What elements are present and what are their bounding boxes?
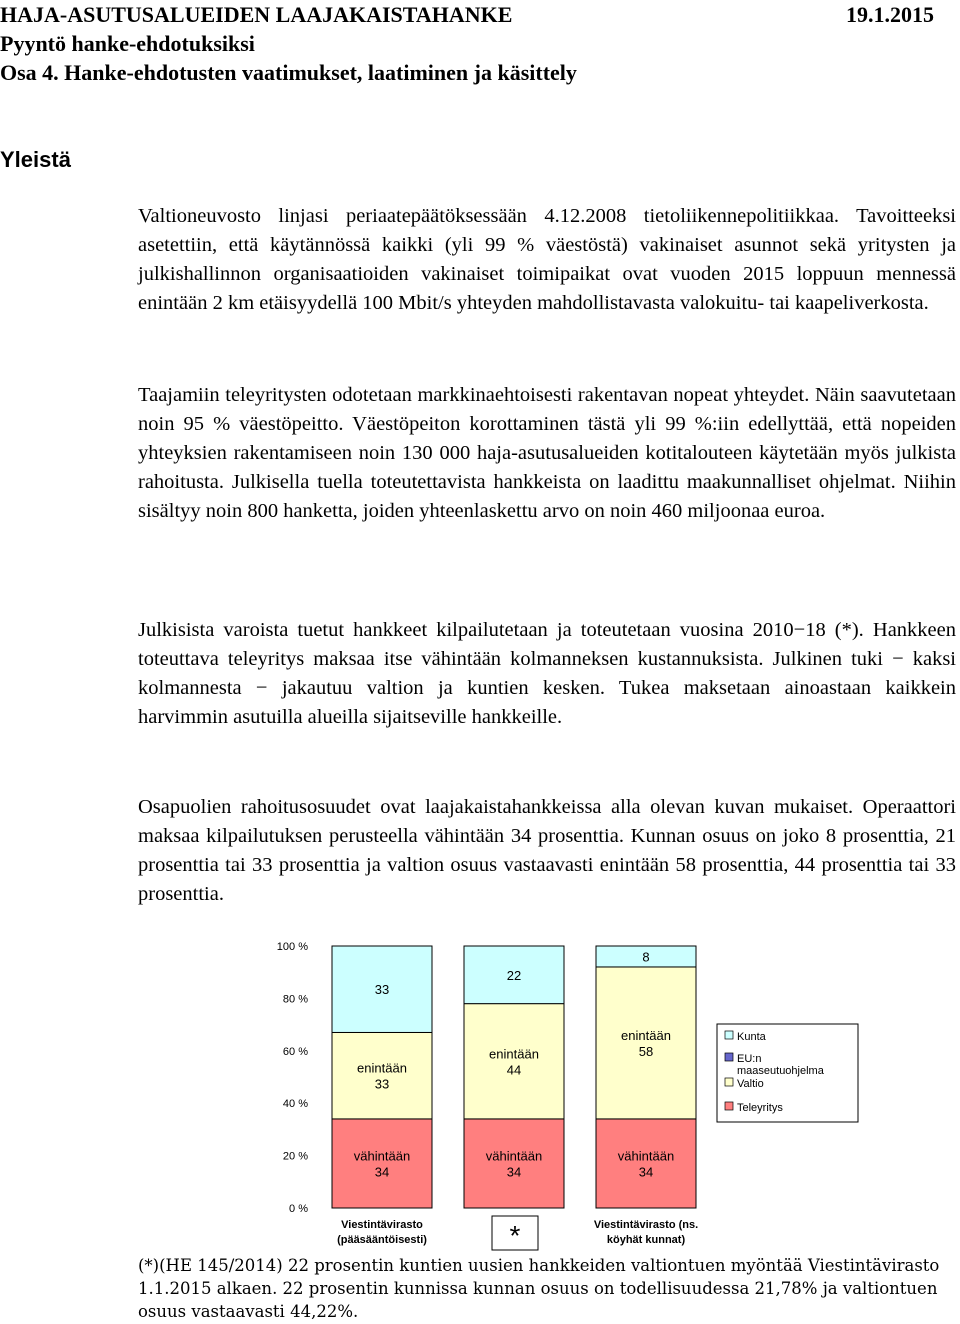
- legend-label: Valtio: [737, 1078, 764, 1090]
- data-label: 33: [374, 982, 390, 998]
- data-label: vähintään 34: [353, 1148, 411, 1180]
- legend-swatch: [725, 1102, 733, 1110]
- data-label: vähintään 34: [617, 1148, 675, 1180]
- y-tick-label: 60 %: [282, 1045, 308, 1058]
- legend-label: Teleyritys: [737, 1102, 783, 1114]
- category-label: Viestintävirasto (pääsääntöisesti): [337, 1219, 427, 1246]
- legend-swatch: [725, 1031, 733, 1039]
- data-label: enintään 33: [357, 1060, 407, 1092]
- data-label: enintään 44: [489, 1046, 539, 1078]
- header-date: 19.1.2015: [846, 2, 934, 27]
- data-label: enintään 58: [621, 1027, 671, 1059]
- y-tick-label: 80 %: [282, 993, 308, 1006]
- legend-swatch: [725, 1053, 733, 1061]
- footnote: (*)(HE 145/2014) 22 prosentin kuntien uusien hankkeiden valtiontuen myöntää Viestintävirasto 1.1.2015 alkaen. 22 prosentin kunnissa kunnan osuus on todellisuudessa 21,78% ja valtiontuen osuus vastaavasti 44,22%.: [138, 1256, 940, 1321]
- y-tick-label: 20 %: [282, 1150, 308, 1163]
- data-label: 8: [642, 949, 650, 965]
- paragraph-3: Julkisista varoista tuetut hankkeet kilpailutetaan ja toteutetaan vuosina 2010−18 (*). Hankkeen toteuttava teleyritys maksaa itse vähintään kolmanneksen kustannuksista. Julkinen tuki − kaksi kolmannesta − jakautuu valtion ja kuntien kesken. Tukea maksetaan ainoastaan kaikkein harvimmin asutuilla alueilla sijaitseville hankkeille.: [138, 619, 956, 728]
- category-label: *: [509, 1220, 521, 1251]
- funding-share-chart: [0, 930, 960, 1252]
- paragraph-2: Taajamiin teleyritysten odotetaan markkinaehtoisesti rakentavan nopeat yhteydet. Näin saavutetaan noin 95 % väestöpeitto. Väestöpeiton korottaminen tästä yli 99 %:iin edellyttää, että nopeiden yhteyksien rakentamiseen noin 130 000 haja-asutusalueiden kotitalouteen käytetään myös julkista rahoitusta. Julkisella tuella toteutettavista hankkeista on laadittu maakunnalliset ohjelmat. Niihin sisältyy noin 800 hanketta, joiden yhteenlaskettu arvo on noin 460 miljoonaa euroa.: [138, 384, 956, 522]
- legend-swatch: [725, 1078, 733, 1086]
- header-subtitle: Pyyntö hanke-ehdotuksiksi: [0, 31, 255, 56]
- y-tick-label: 40 %: [282, 1098, 308, 1111]
- section-title: Yleistä: [0, 147, 71, 172]
- header-title: HAJA-ASUTUSALUEIDEN LAAJAKAISTAHANKE: [0, 2, 513, 27]
- y-tick-label: 0 %: [289, 1203, 308, 1215]
- y-tick-label: 100 %: [276, 941, 308, 953]
- data-label: vähintään 34: [485, 1148, 543, 1180]
- paragraph-4: Osapuolien rahoitusosuudet ovat laajakaistahankkeissa alla olevan kuvan mukaiset. Operaattori maksaa kilpailutuksen perusteella vähintään 34 prosenttia. Kunnan osuus on joko 8 prosenttia, 21 prosenttia tai 33 prosenttia ja valtion osuus vastaavasti enintään 58 prosenttia, 44 prosenttia tai 33 prosenttia.: [138, 796, 956, 905]
- legend-label: Kunta: [737, 1031, 766, 1043]
- category-label: Viestintävirasto (ns. köyhät kunnat): [593, 1219, 699, 1246]
- header-part-title: Osa 4. Hanke-ehdotusten vaatimukset, laatiminen ja käsittely: [0, 60, 577, 85]
- paragraph-1: Valtioneuvosto linjasi periaatepäätöksessään 4.12.2008 tietoliikennepolitiikkaa. Tavoitteeksi asetettiin, että käytännössä kaikki (yli 99 % väestöstä) vakinaiset asunnot sekä yritysten ja julkishallinnon organisaatioiden vakinaiset toimipaikat ovat vuoden 2015 loppuun mennessä enintään 2 km etäisyydellä 100 Mbit/s yhteyden mahdollistavasta valokuitu- tai kaapeliverkosta.: [138, 205, 956, 314]
- legend-label: EU:n maaseutuohjelma: [737, 1053, 824, 1077]
- data-label: 22: [506, 967, 522, 983]
